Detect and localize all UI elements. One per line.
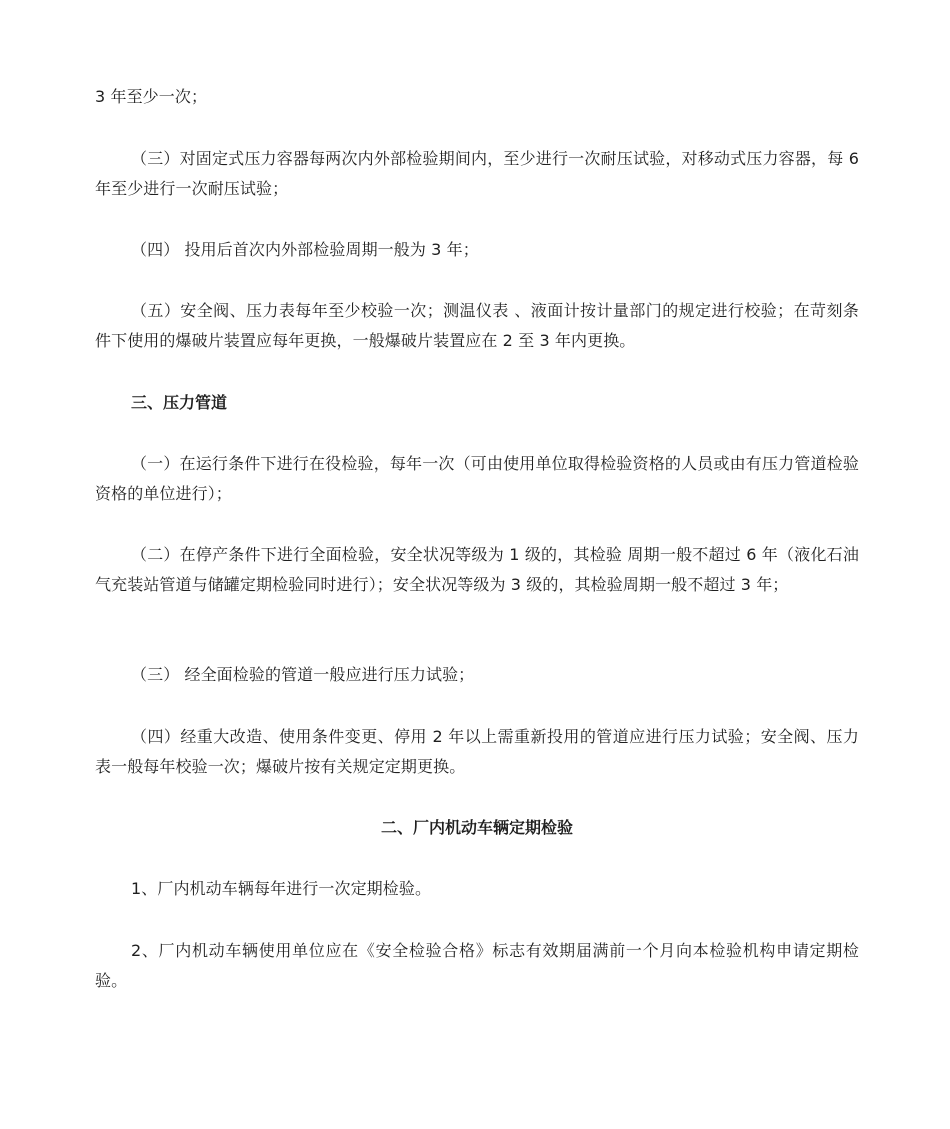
paragraph-pipeline-pressure-test: （三） 经全面检验的管道一般应进行压力试验； xyxy=(131,665,475,684)
section-heading-vehicle-inspection: 二、厂内机动车辆定期检验 xyxy=(380,818,573,837)
paragraph-continuation: 3 年至少一次； xyxy=(95,87,208,106)
paragraph-vehicle-annual-inspection: 1、厂内机动车辆每年进行一次定期检验。 xyxy=(131,879,432,898)
paragraph-reconstruction-pressure-test: （四）经重大改造、使用条件变更、停用 2 年以上需重新投用的管道应进行压力试验；安全阀、压力表一般每年校验一次；爆破片按有关规定定期更换。 xyxy=(95,727,859,776)
paragraph-safety-valve-calibration: （五）安全阀、压力表每年至少校验一次；测温仪表 、液面计按计量部门的规定进行校验；在苛刻条件下使用的爆破片装置应每年更换，一般爆破片装置应在 2 至 3 年内更换。 xyxy=(95,301,859,350)
paragraph-first-inspection-cycle: （四） 投用后首次内外部检验周期一般为 3 年； xyxy=(131,240,479,259)
section-heading-pressure-pipeline: 三、压力管道 xyxy=(131,393,228,412)
paragraph-vessel-pressure-test: （三）对固定式压力容器每两次内外部检验期间内，至少进行一次耐压试验，对移动式压力容器，每 6 年至少进行一次耐压试验； xyxy=(95,149,859,198)
paragraph-vehicle-application: 2、厂内机动车辆使用单位应在《安全检验合格》标志有效期届满前一个月向本检验机构申请定期检验。 xyxy=(95,941,859,990)
paragraph-in-service-inspection: （一）在运行条件下进行在役检验，每年一次（可由使用单位取得检验资格的人员或由有压力管道检验资格的单位进行）； xyxy=(95,454,859,503)
paragraph-full-inspection: （二）在停产条件下进行全面检验，安全状况等级为 1 级的，其检验 周期一般不超过 6 年（液化石油气充装站管道与储罐定期检验同时进行）；安全状况等级为 3 级的，其检验周期一般不超过 3 年； xyxy=(95,545,859,594)
